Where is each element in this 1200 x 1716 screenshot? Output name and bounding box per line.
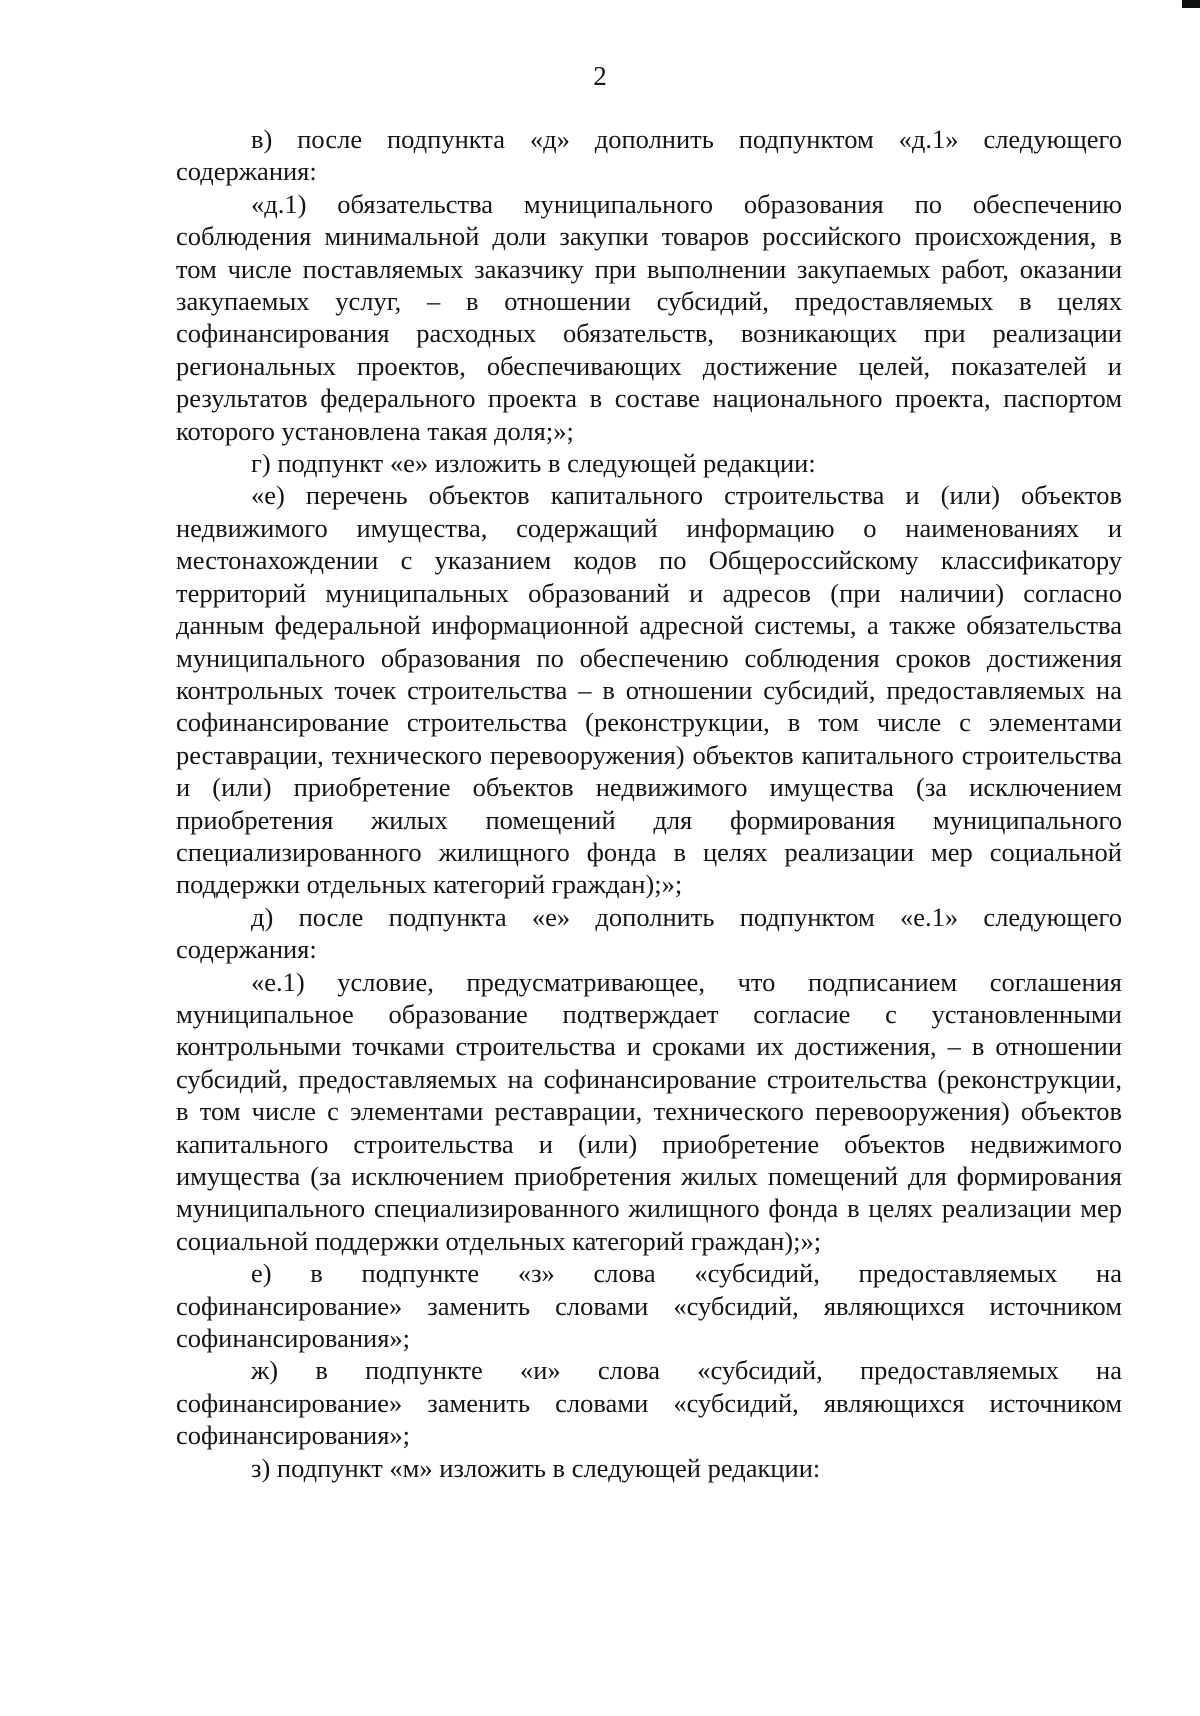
paragraph-d: д) после подпункта «е» дополнить подпунктом «е.1» следующего содержания: bbox=[176, 901, 1122, 965]
paragraph-zh-i: ж) в подпункте «и» слова «субсидий, предоставляемых на софинансирование» заменить словами «субсидий, являющихся источником софинансирования»; bbox=[176, 1355, 1122, 1451]
paragraph-d1-text: «д.1) обязательства муниципального образования по обеспечению соблюдения минимальной доли закупки товаров российского происхождения, в том числе поставляемых заказчику при выполнении закупаемых работ, оказании закупаемых услуг, – в отношении субсидий, предоставляемых в целях софинансирования расходных обязательств, возникающих при реализации региональных проектов, обеспечивающих достижение целей, показателей и результатов федерального проекта в составе национального проекта, паспортом которого установлена такая доля;»; bbox=[176, 188, 1122, 446]
paragraph-e-text: «е) перечень объектов капитального строительства и (или) объектов недвижимого имущества, содержащий информацию о наименованиях и местонахождении с указанием кодов по Общероссийскому классификатору территорий муниципальных образований и адресов (при наличии) согласно данным федеральной информационной адресной системы, а также обязательства муниципального образования по обеспечению соблюдения сроков достижения контрольных точек строительства – в отношении субсидий, предоставляемых на софинансирование строительства (реконструкции, в том числе с элементами реставрации, технического перевооружения) объектов капитального строительства и (или) приобретение объектов недвижимого имущества (за исключением приобретения жилых помещений для формирования муниципального специализированного жилищного фонда в целях реализации мер социальной поддержки отдельных категорий граждан);»; bbox=[176, 480, 1122, 900]
page-number: 2 bbox=[593, 61, 607, 91]
paragraph-v: в) после подпункта «д» дополнить подпунктом «д.1» следующего содержания: bbox=[176, 124, 1122, 187]
paragraph-g: г) подпункт «е» изложить в следующей редакции: bbox=[251, 448, 816, 479]
paragraph-e-z: е) в подпункте «з» слова «субсидий, предоставляемых на софинансирование» заменить словами «субсидий, являющихся источником софинансирования»; bbox=[176, 1258, 1122, 1354]
paragraph-e1-text: «е.1) условие, предусматривающее, что подписанием соглашения муниципальное образование подтверждает согласие с установленными контрольными точками строительства и сроками их достижения, – в отношении субсидий, предоставляемых на софинансирование строительства (реконструкции, в том числе с элементами реставрации, технического перевооружения) объектов капитального строительства и (или) приобретение объектов недвижимого имущества (за исключением приобретения жилых помещений для формирования муниципального специализированного жилищного фонда в целях реализации мер социальной поддержки отдельных категорий граждан);»; bbox=[176, 966, 1122, 1256]
scan-edge-mark bbox=[1182, 0, 1200, 8]
paragraph-z-m: з) подпункт «м» изложить в следующей редакции: bbox=[251, 1452, 821, 1483]
document-body bbox=[176, 123, 1122, 1484]
